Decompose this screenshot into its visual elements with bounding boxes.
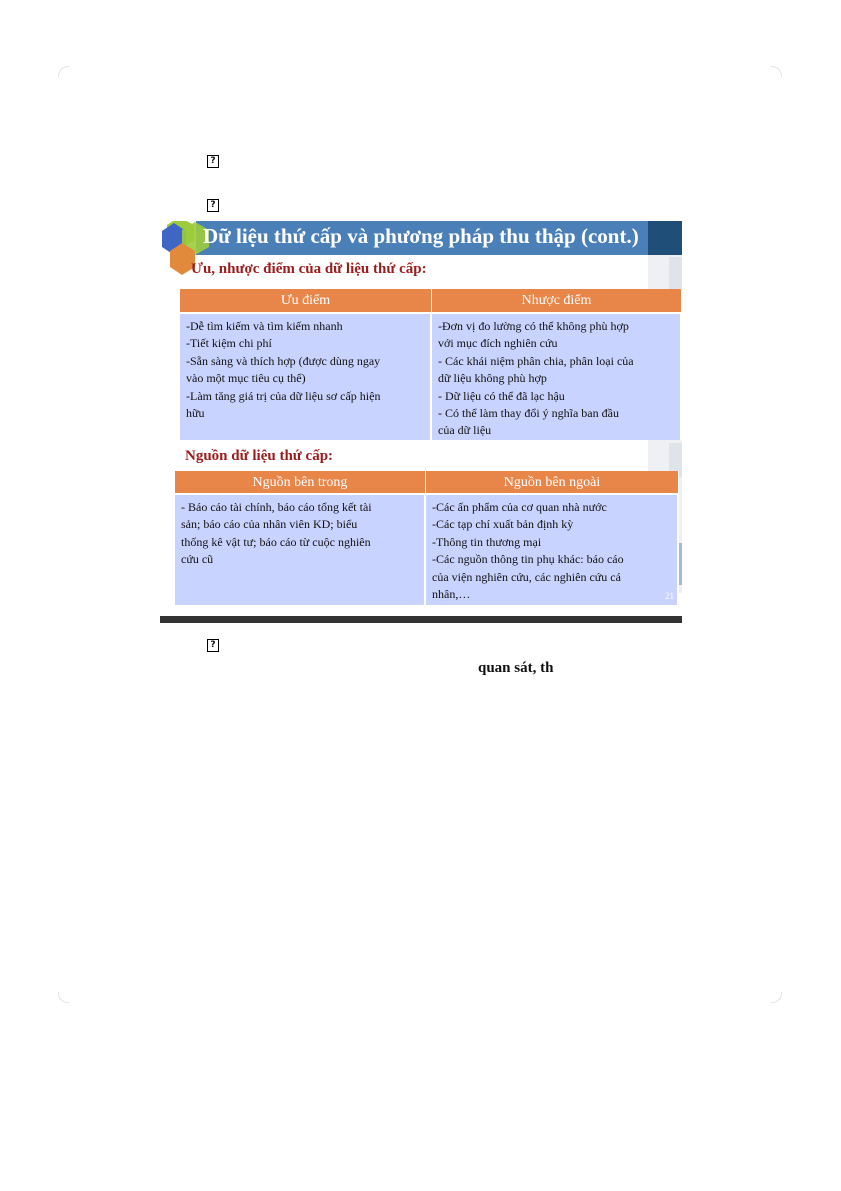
table-header: Nguồn bên ngoài (426, 471, 679, 493)
list-item: -Đơn vị đo lường có thể không phù hợp (438, 319, 629, 333)
list-item: -Dễ tìm kiếm và tìm kiếm nhanh (186, 319, 343, 333)
missing-glyph-icon: ? (207, 199, 219, 212)
list-item: của viện nghiên cứu, các nghiên cứu cá (432, 569, 621, 584)
list-item: dữ liệu không phù hợp (438, 371, 547, 386)
disadvantages-cell (432, 312, 682, 440)
trailing-text: quan sát, th (478, 660, 554, 676)
list-item: vào một mục tiêu cụ thể) (186, 371, 306, 386)
list-item: -Tiết kiệm chi phí (186, 336, 272, 351)
slide-image (160, 221, 682, 623)
pros-cons-table (180, 289, 682, 440)
list-item: -Các tạp chí xuất bản định kỳ (432, 517, 574, 532)
list-item: với mục đích nghiên cứu (438, 336, 558, 351)
section-heading: Ưu, nhược điểm của dữ liệu thứ cấp: (191, 261, 427, 277)
list-item: -Làm tăng giá trị của dữ liệu sơ cấp hiện (186, 388, 381, 403)
missing-glyph-icon: ? (207, 639, 219, 652)
table-header: Ưu điểm (180, 289, 432, 312)
table-header: Nguồn bên trong (175, 471, 426, 493)
title-banner-end (648, 221, 682, 255)
list-item: -Thông tin thương mại (432, 534, 542, 549)
page-corner-top-left (58, 66, 69, 77)
list-item: sản; báo cáo của nhân viên KD; biểu (181, 517, 358, 532)
section-heading: Nguồn dữ liệu thứ cấp: (185, 448, 334, 464)
page-corner-top-right (771, 66, 782, 77)
list-item: -Các ấn phẩm của cơ quan nhà nước (432, 500, 607, 514)
internal-sources-cell (175, 493, 426, 605)
list-item: -Sẵn sàng và thích hợp (được dùng ngay (186, 353, 381, 368)
external-sources-cell (426, 493, 679, 605)
list-item: hữu (186, 406, 205, 421)
list-item: - Có thể làm thay đổi ý nghĩa ban đầu (438, 406, 619, 421)
list-item: của dữ liệu (438, 423, 492, 438)
advantages-cell (180, 312, 432, 440)
slide-title: Dữ liệu thứ cấp và phương pháp thu thập (cont.) (203, 224, 639, 248)
page-corner-bottom-left (58, 992, 69, 1003)
table-header: Nhược điểm (432, 289, 682, 312)
list-item: - Báo cáo tài chính, báo cáo tổng kết tài (181, 500, 372, 514)
list-item: - Các khái niệm phân chia, phân loại của (438, 353, 634, 368)
sources-table (175, 471, 679, 605)
missing-glyph-icon: ? (207, 155, 219, 168)
list-item: -Các nguồn thông tin phụ khác: báo cáo (432, 552, 624, 567)
page-corner-bottom-right (771, 992, 782, 1003)
list-item: thống kê vật tư; báo cáo từ cuộc nghiên (181, 534, 371, 549)
list-item: nhân,… (432, 587, 471, 602)
list-item: - Dữ liệu có thể đã lạc hậu (438, 388, 565, 403)
slide-bottom-bar (160, 616, 682, 623)
slide-page-number: 21 (665, 591, 674, 601)
list-item: cứu cũ (181, 552, 214, 567)
